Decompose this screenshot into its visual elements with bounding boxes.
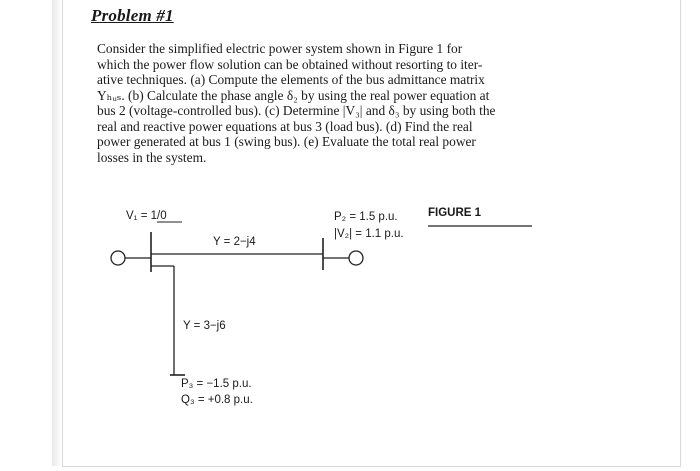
statement-line: which the power flow solution can be obtained without resorting to iter-	[97, 56, 483, 72]
bus2-voltage-label: |V₂| = 1.1 p.u.	[334, 228, 404, 240]
statement-line: Yₕᵤₛ. (b) Calculate the phase angle δ₂ by using the real power equation at	[97, 87, 490, 103]
line-1-3-admittance-label: Y = 3−j6	[183, 320, 226, 332]
bus1-generator-icon	[111, 251, 125, 265]
bus1-voltage-label: V₁ = 1/0	[126, 210, 167, 222]
bus2-generator-icon	[349, 251, 363, 265]
statement-line: bus 2 (voltage-controlled bus). (c) Determine |V₃| and δ₃ by using both the	[97, 103, 496, 118]
figure-caption: FIGURE 1	[428, 207, 482, 219]
problem-title: Problem #1	[91, 6, 174, 25]
statement-line: real and reactive power equations at bus 3 (load bus). (d) Find the real	[97, 118, 473, 134]
statement-line: losses in the system.	[97, 149, 207, 165]
line-1-2-admittance-label: Y = 2−j4	[213, 236, 256, 248]
statement-line: power generated at bus 1 (swing bus). (e) Evaluate the total real power	[97, 134, 476, 149]
statement-line: ative techniques. (a) Compute the elements of the bus admittance matrix	[97, 72, 485, 87]
bus2-power-label: P₂ = 1.5 p.u.	[334, 211, 398, 223]
bus3-real-power-label: P₃ = −1.5 p.u.	[181, 378, 252, 390]
bus3-reactive-power-label: Q₃ = +0.8 p.u.	[181, 394, 253, 406]
statement-line: Consider the simplified electric power system shown in Figure 1 for	[97, 41, 463, 56]
